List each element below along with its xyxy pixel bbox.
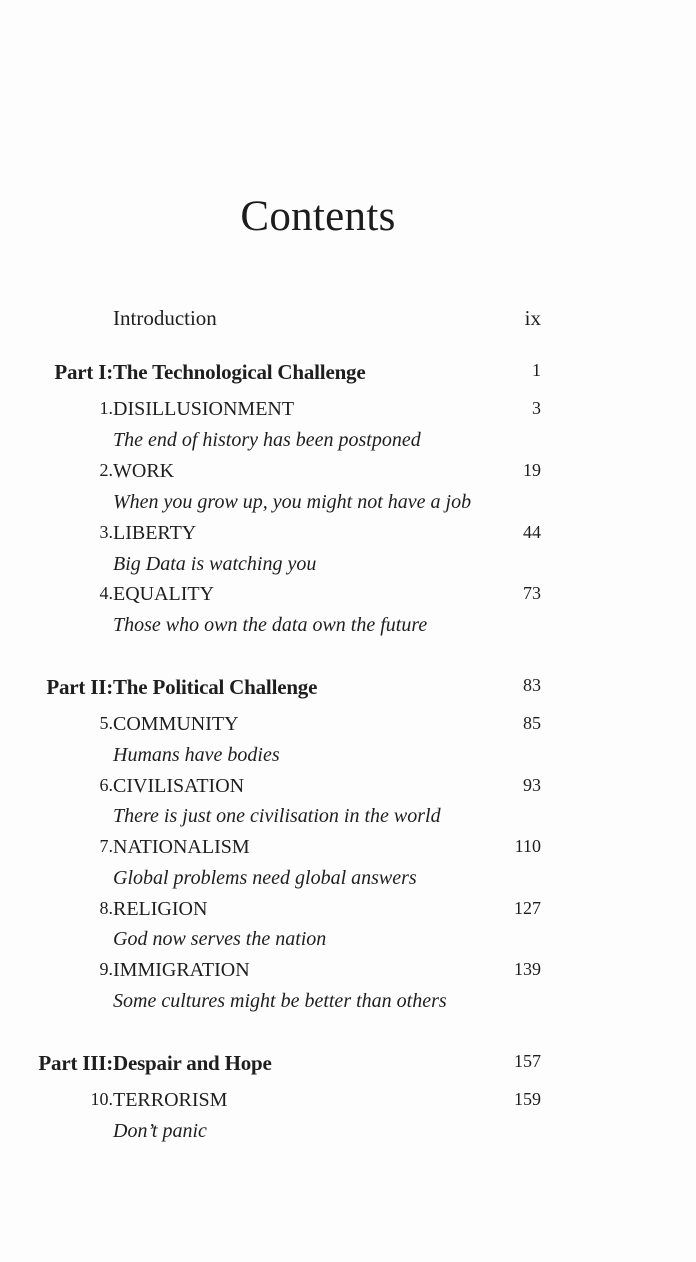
chapter-number: 5. bbox=[99, 713, 113, 733]
toc-chapter-7-subtitle bbox=[0, 867, 696, 897]
chapter-subtitle: Global problems need global answers bbox=[113, 867, 417, 889]
toc-chapter-9-subtitle bbox=[0, 990, 696, 1020]
chapter-title: CIVILISATION bbox=[113, 775, 245, 797]
toc-chapter-6 bbox=[0, 775, 696, 805]
entry-page: 3 bbox=[532, 398, 541, 418]
toc-chapter-8-subtitle bbox=[0, 928, 696, 958]
part-label: Part III: bbox=[38, 1051, 113, 1075]
chapter-subtitle: There is just one civilisation in the world bbox=[113, 805, 441, 827]
entry-page: 19 bbox=[523, 460, 541, 480]
toc-entry-introduction bbox=[0, 306, 696, 336]
chapter-subtitle: Big Data is watching you bbox=[113, 553, 317, 575]
entry-page: 93 bbox=[523, 775, 541, 795]
chapter-number: 1. bbox=[99, 398, 113, 418]
toc-chapter-2-subtitle bbox=[0, 491, 696, 521]
entry-page: 85 bbox=[523, 713, 541, 733]
chapter-title: EQUALITY bbox=[113, 583, 215, 605]
toc-chapter-8 bbox=[0, 898, 696, 928]
entry-page: 73 bbox=[523, 583, 541, 603]
chapter-subtitle: Humans have bodies bbox=[113, 744, 280, 766]
chapter-number: 9. bbox=[99, 959, 113, 979]
chapter-subtitle: When you grow up, you might not have a job bbox=[113, 491, 472, 513]
toc-chapter-3 bbox=[0, 522, 696, 552]
entry-page: 83 bbox=[523, 675, 541, 695]
toc-part-3 bbox=[0, 1051, 696, 1081]
toc-chapter-4-subtitle bbox=[0, 614, 696, 644]
chapter-number: 6. bbox=[99, 775, 113, 795]
toc-chapter-1-subtitle bbox=[0, 429, 696, 459]
entry-page: 127 bbox=[514, 898, 541, 918]
chapter-title: WORK bbox=[113, 460, 175, 482]
chapter-subtitle: Don’t panic bbox=[113, 1120, 207, 1142]
toc-part-1 bbox=[0, 360, 696, 390]
chapter-number: 3. bbox=[99, 522, 113, 542]
toc-chapter-5-subtitle bbox=[0, 744, 696, 774]
part-label: Part I: bbox=[54, 360, 113, 384]
toc-chapter-1 bbox=[0, 398, 696, 428]
toc-chapter-2 bbox=[0, 460, 696, 490]
chapter-number: 8. bbox=[99, 898, 113, 918]
toc-part-2 bbox=[0, 675, 696, 705]
chapter-number: 2. bbox=[99, 460, 113, 480]
toc-chapter-7 bbox=[0, 836, 696, 866]
chapter-number: 7. bbox=[99, 836, 113, 856]
chapter-subtitle: The end of history has been postponed bbox=[113, 429, 421, 451]
chapter-title: TERRORISM bbox=[113, 1089, 228, 1111]
toc-chapter-3-subtitle bbox=[0, 553, 696, 583]
chapter-number: 4. bbox=[99, 583, 113, 603]
chapter-subtitle: God now serves the nation bbox=[113, 928, 327, 950]
chapter-title: RELIGION bbox=[113, 898, 208, 920]
entry-title: Introduction bbox=[113, 306, 217, 330]
chapter-title: DISILLUSIONMENT bbox=[113, 398, 295, 420]
part-title: The Political Challenge bbox=[113, 675, 318, 699]
part-title: Despair and Hope bbox=[113, 1051, 272, 1075]
toc-chapter-6-subtitle bbox=[0, 805, 696, 835]
chapter-title: NATIONALISM bbox=[113, 836, 250, 858]
entry-page: 1 bbox=[532, 360, 541, 380]
entry-page: 110 bbox=[514, 836, 541, 856]
chapter-subtitle: Those who own the data own the future bbox=[113, 614, 428, 636]
toc-chapter-10-subtitle bbox=[0, 1120, 696, 1150]
chapter-subtitle: Some cultures might be better than others bbox=[113, 990, 447, 1012]
entry-page: ix bbox=[524, 306, 541, 330]
part-title: The Technological Challenge bbox=[113, 360, 366, 384]
chapter-title: IMMIGRATION bbox=[113, 959, 250, 981]
toc-chapter-9 bbox=[0, 959, 696, 989]
page-title: Contents bbox=[240, 193, 396, 240]
entry-page: 157 bbox=[514, 1051, 541, 1071]
toc-chapter-10 bbox=[0, 1089, 696, 1119]
chapter-number: 10. bbox=[90, 1089, 113, 1109]
toc-chapter-4 bbox=[0, 583, 696, 613]
chapter-title: COMMUNITY bbox=[113, 713, 239, 735]
entry-page: 159 bbox=[514, 1089, 541, 1109]
entry-page: 44 bbox=[523, 522, 541, 542]
chapter-title: LIBERTY bbox=[113, 522, 197, 544]
part-label: Part II: bbox=[46, 675, 113, 699]
toc-chapter-5 bbox=[0, 713, 696, 743]
entry-page: 139 bbox=[514, 959, 541, 979]
